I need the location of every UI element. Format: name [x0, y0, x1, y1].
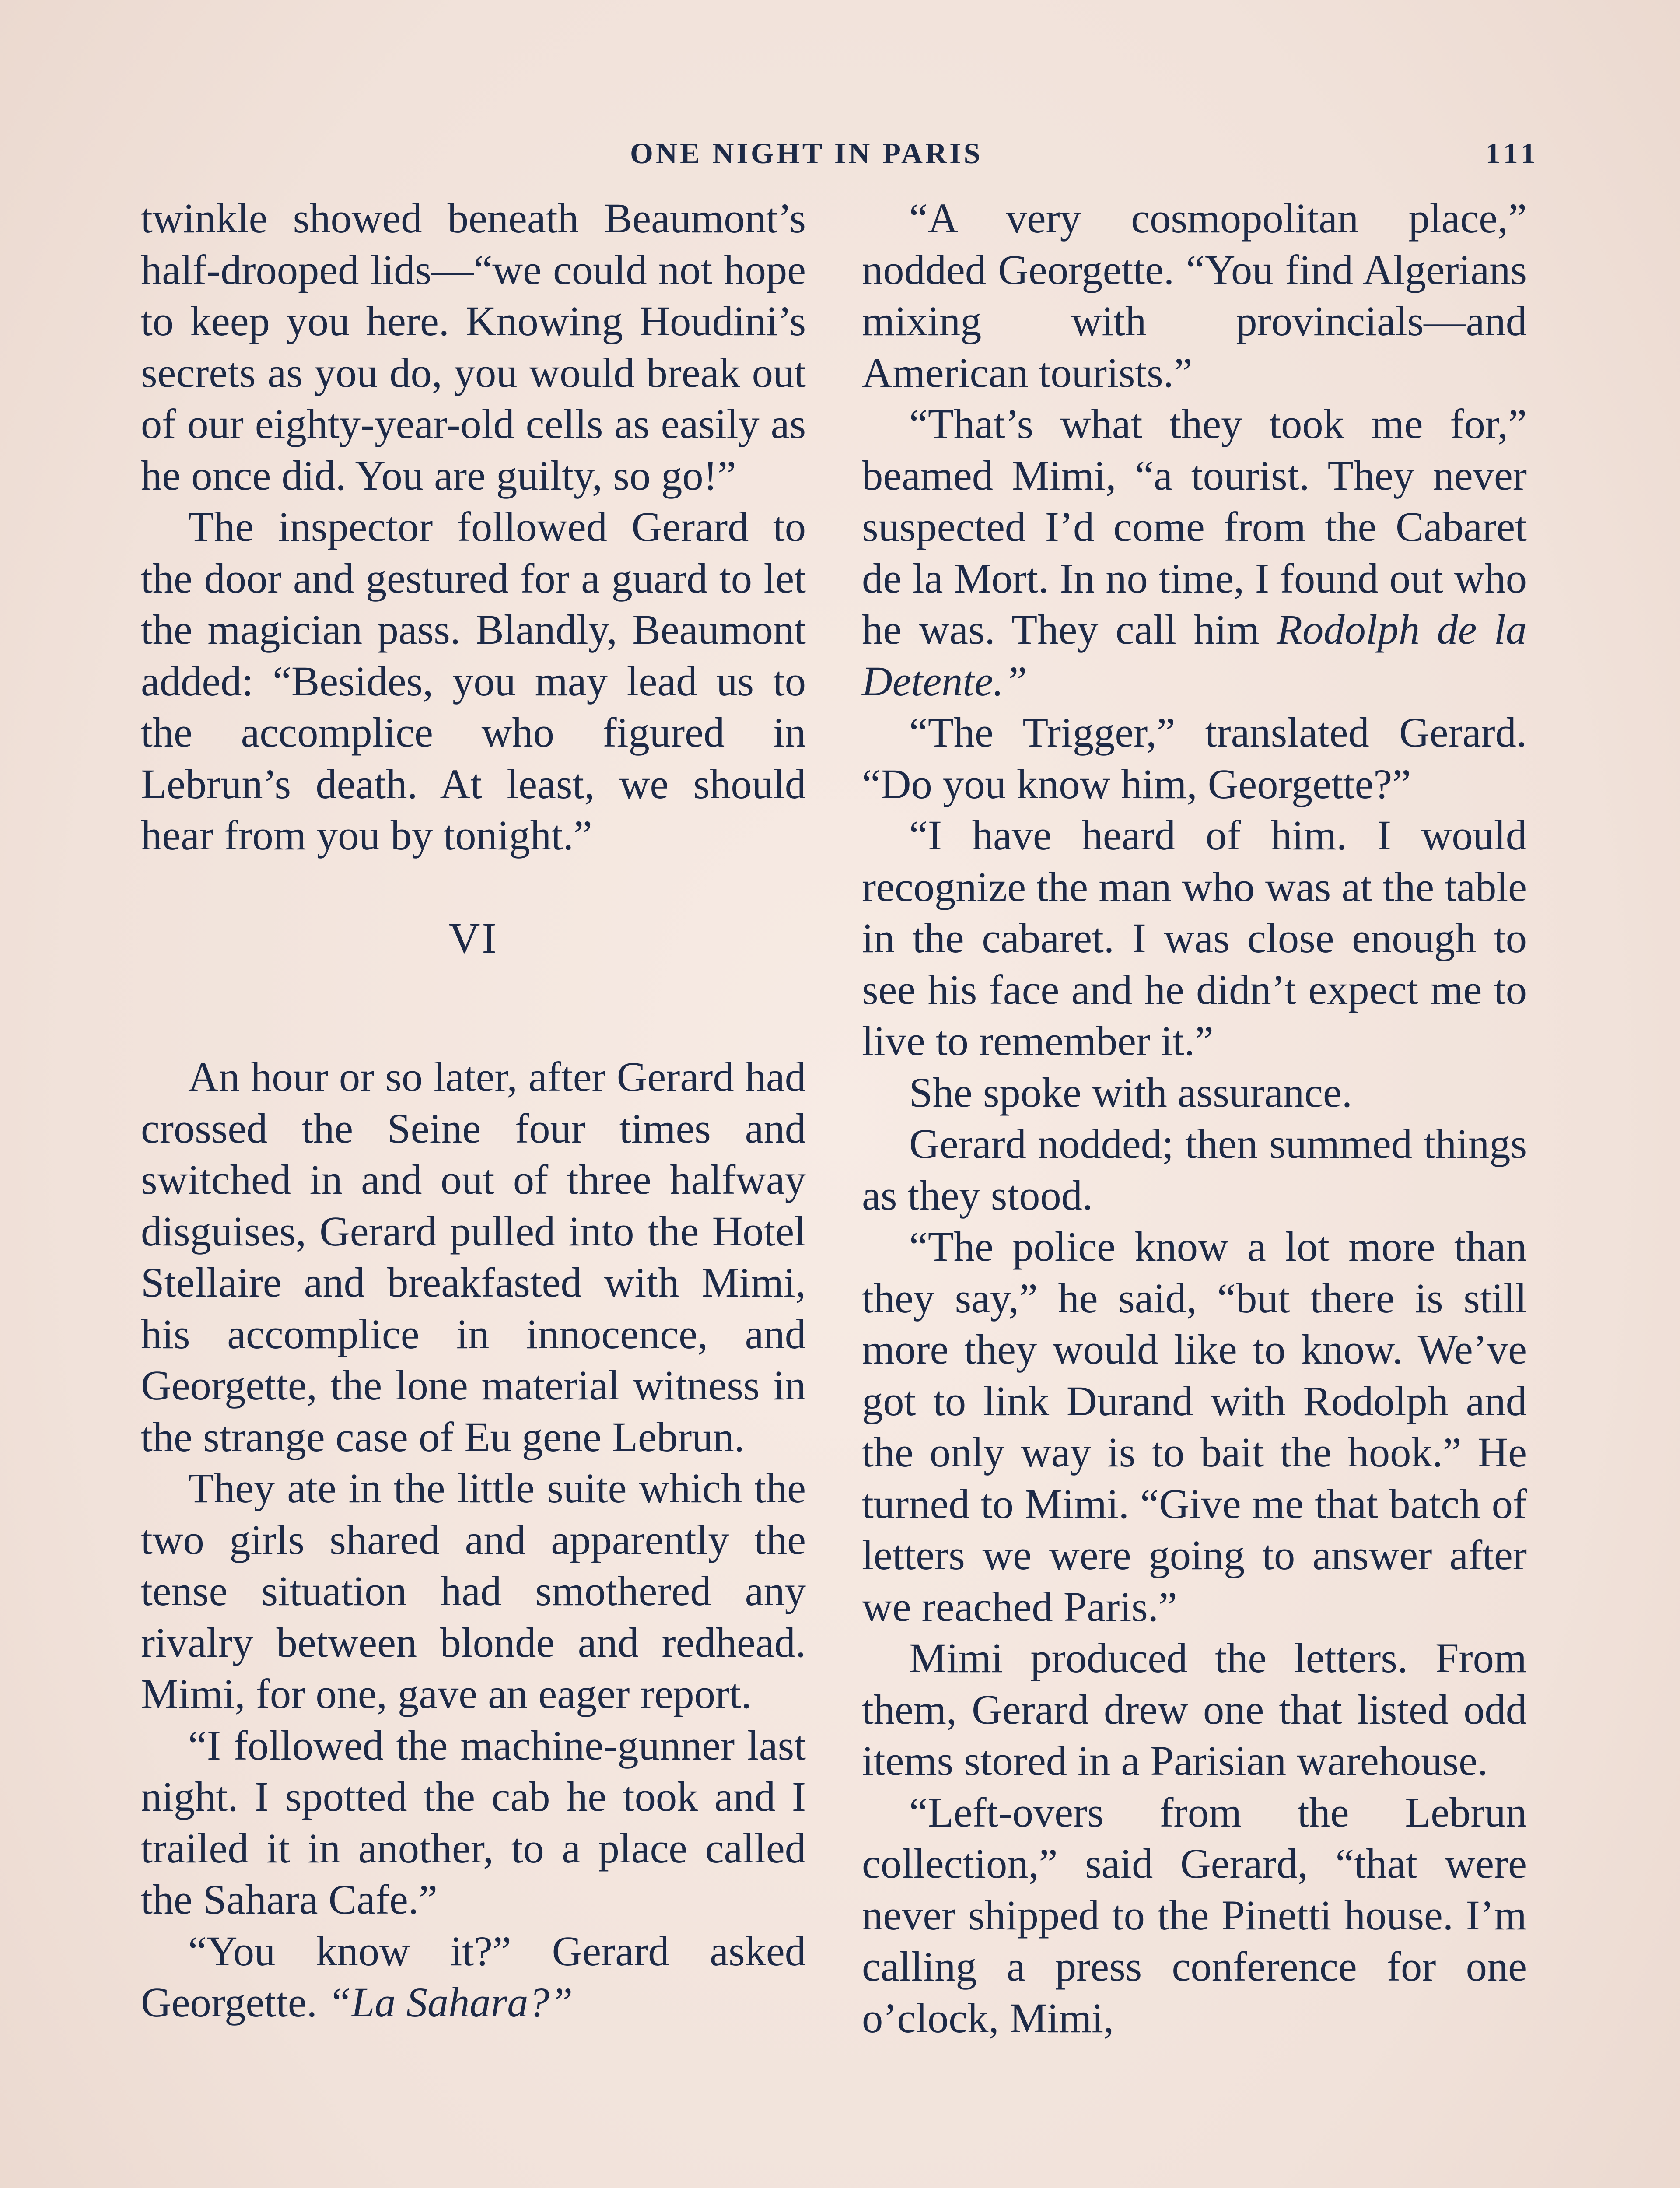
- paragraph-continued: twinkle showed beneath Beaumont’s half-drooped lids—“we could not hope to keep you here. Knowing Houdini’s secrets as you do, you would break out of our eighty-year-old cells as easily as he once did. You are guilty, so go!”: [141, 195, 806, 499]
- running-head: [630, 131, 1540, 175]
- paragraph: They ate in the little suite which the two girls shared and apparently the tense situation had smothered any rivalry between blonde and redhead. Mimi, for one, gave an eager report.: [141, 1465, 806, 1717]
- running-title: ONE NIGHT IN PARIS: [630, 137, 983, 170]
- paragraph-text: “You know it?” Gerard asked Georgette.: [141, 1927, 806, 2026]
- paragraph: The inspector followed Gerard to the door and gestured for a guard to let the magician pass. Blandly, Beaumont added: “Besides, you may lead us to the accomplice who figured in Lebrun’s death. At least, we should hear from you by tonight.”: [141, 503, 806, 859]
- page-number: 111: [1485, 137, 1540, 170]
- italic-phrase: Rodolph de la Detente.”: [862, 606, 1527, 705]
- paragraph: [141, 1925, 806, 2028]
- paragraph-text: “That’s what they took me for,” beamed Mimi, “a tourist. They never suspected I’d come from the Cabaret de la Mort. In no time, I found out who he was. They call him: [862, 400, 1527, 653]
- paragraph: “Left-overs from the Lebrun collection,” said Gerard, “that were never shipped to the Pinetti house. I’m calling a press conference for one o’clock, Mimi,: [862, 1788, 1527, 2041]
- paragraph: Gerard nodded; then summed things as they stood.: [862, 1120, 1527, 1219]
- paragraph: Mimi produced the letters. From them, Gerard drew one that listed odd items stored in a Parisian warehouse.: [862, 1634, 1527, 1784]
- paragraph: “A very cosmopolitan place,” nodded Georgette. “You find Algerians mixing with provincials—and American tourists.”: [862, 195, 1527, 396]
- section-heading: VI: [448, 913, 498, 962]
- paragraph: “I have heard of him. I would recognize the man who was at the table in the cabaret. I was close enough to see his face and he didn’t expect me to live to remember it.”: [862, 812, 1527, 1064]
- paragraph: She spoke with assurance.: [909, 1069, 1353, 1116]
- paragraph: An hour or so later, after Gerard had crossed the Seine four times and switched in and out of three halfway disguises, Gerard pulled into the Hotel Stellaire and breakfasted with Mimi, his accomplice in innocence, and Georgette, the lone material witness in the strange case of Eu gene Lebrun.: [141, 1053, 806, 1460]
- paragraph: “I followed the machine-gunner last night. I spotted the cab he took and I trailed it in another, to a place called the Sahara Cafe.”: [141, 1722, 806, 1923]
- paragraph: [862, 398, 1527, 707]
- right-column: [862, 193, 1527, 2044]
- paragraph: “The police know a lot more than they say,” he said, “but there is still more they would like to know. We’ve got to link Durand with Rodolph and the only way is to bait the hook.” He turned to Mimi. “Give me that batch of letters we were going to answer after we reached Paris.”: [862, 1223, 1527, 1630]
- paragraph: “The Trigger,” translated Gerard. “Do you know him, Georgette?”: [862, 709, 1527, 807]
- left-column: [141, 193, 806, 2028]
- italic-phrase: “La Sahara?”: [327, 1979, 573, 2026]
